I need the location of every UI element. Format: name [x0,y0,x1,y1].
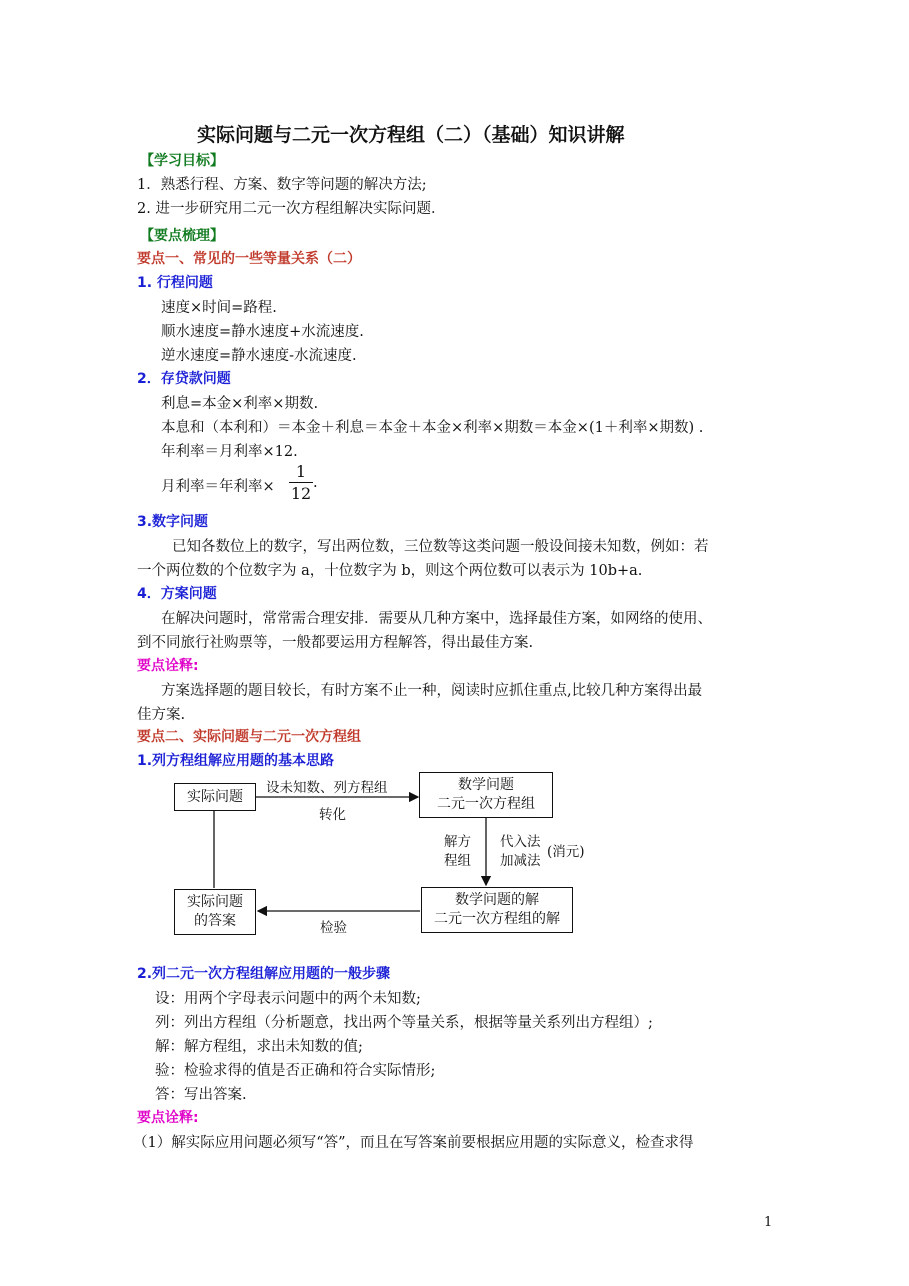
monthly-rate-prefix: 月利率＝年利率× [161,479,275,495]
travel-line: 速度×时间=路程. [161,300,277,316]
point2-heading: 要点二、实际问题与二元一次方程组 [137,729,361,745]
step-item: 答：写出答案. [155,1087,247,1103]
page-number: 1 [764,1215,773,1230]
box-real-problem-label: 实际问题 [187,788,243,805]
label-solve-2: 程组 [444,853,471,869]
label-substitution: 代入法 [500,834,541,850]
box-real-problem [174,783,256,811]
loan-line: 年利率＝月利率×12. [161,444,298,460]
note1-heading: 要点诠释: [137,658,199,674]
note2-line: （1）解实际应用问题必须写“答”，而且在写答案前要根据应用题的实际意义，检查求得 [133,1135,694,1151]
label-elimination-note: (消元) [547,844,585,860]
steps-heading: 2.列二元一次方程组解应用题的一般步骤 [137,966,391,982]
point1-heading: 要点一、常见的一些等量关系（二） [137,251,361,267]
box-math-solution [421,887,573,933]
label-check: 检验 [320,920,347,936]
digit-line: 已知各数位上的数字，写出两位数，三位数等这类问题一般设间接未知数，例如：若 [172,539,709,555]
digit-heading: 3.数字问题 [137,514,209,530]
objective-item: 2. 进一步研究用二元一次方程组解决实际问题． [137,201,446,217]
loan-heading: 2．存贷款问题 [137,371,231,387]
page-title: 实际问题与二元一次方程组（二）（基础）知识讲解 [197,124,625,146]
step-item: 设：用两个字母表示问题中的两个未知数; [155,991,421,1007]
note2-heading: 要点诠释: [137,1110,199,1126]
step-item: 解：解方程组，求出未知数的值; [155,1039,363,1055]
loan-line: 利息=本金×利率×期数. [161,396,319,412]
label-convert: 转化 [319,807,346,823]
travel-line: 逆水速度=静水速度-水流速度. [161,348,357,364]
summary-heading: 【要点梳理】 [140,228,224,244]
box-real-answer [174,889,256,935]
travel-line: 顺水速度=静水速度+水流速度. [161,324,364,340]
step-item: 列：列出方程组（分析题意，找出两个等量关系，根据等量关系列出方程组）; [155,1015,653,1031]
monthly-rate-suffix: . [313,475,318,491]
label-set-unknowns: 设未知数、列方程组 [266,780,388,796]
objective-item: 1．熟悉行程、方案、数字等问题的解决方法; [137,177,427,193]
flow-heading: 1.列方程组解应用题的基本思路 [137,753,335,769]
box-math-problem-line1: 数学问题 [458,777,514,793]
travel-heading: 1. 行程问题 [137,275,213,291]
label-elimination: 加减法 [500,853,541,869]
box-math-solution-line1: 数学问题的解 [455,892,539,908]
box-real-answer-line1: 实际问题 [187,894,243,910]
plan-line: 在解决问题时，常常需合理安排．需要从几种方案中，选择最佳方案，如网络的使用、 [161,611,712,627]
loan-line: 本息和（本利和）＝本金＋利息＝本金＋本金×利率×期数＝本金×(1＋利率×期数) . [161,420,704,436]
plan-line: 到不同旅行社购票等，一般都要运用方程解答，得出最佳方案. [137,635,534,651]
note1-line: 方案选择题的题目较长，有时方案不止一种，阅读时应抓住重点,比较几种方案得出最 [161,683,703,699]
fraction-numerator: 1 [295,462,307,481]
box-math-problem [419,772,553,818]
plan-heading: 4．方案问题 [137,586,217,602]
objectives-heading: 【学习目标】 [140,153,224,169]
fraction-denominator: 12 [290,484,312,503]
note1-line: 佳方案. [137,707,186,723]
digit-line: 一个两位数的个位数字为 a，十位数字为 b，则这个两位数可以表示为 10b+a. [137,563,643,579]
box-math-solution-line2: 二元一次方程组的解 [434,911,560,927]
step-item: 验：检验求得的值是否正确和符合实际情形; [155,1063,436,1079]
label-solve-1: 解方 [444,834,471,850]
box-math-problem-line2: 二元一次方程组 [437,796,535,812]
box-real-answer-line2: 的答案 [194,913,236,929]
